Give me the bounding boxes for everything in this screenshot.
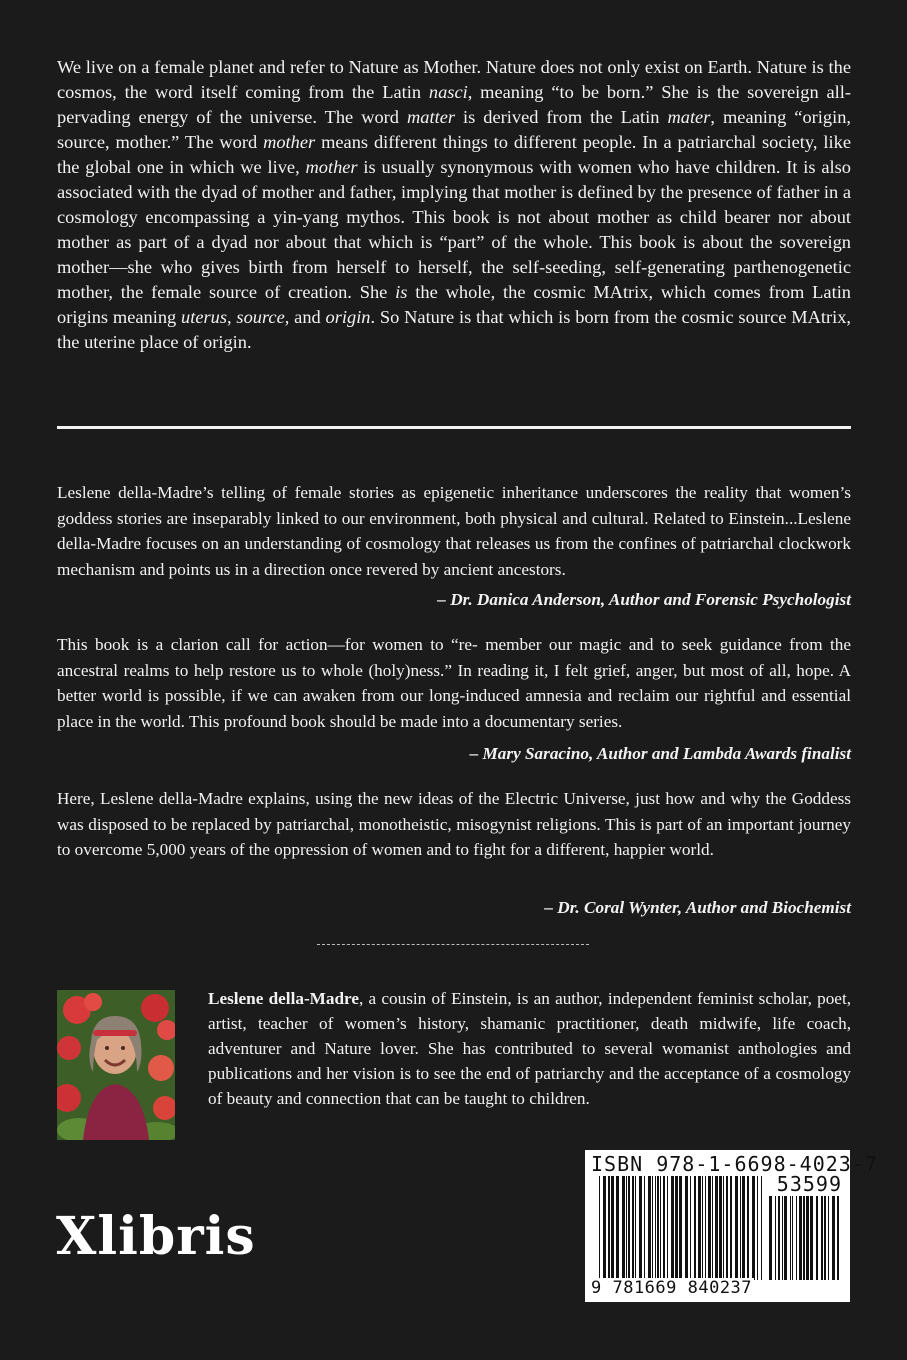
review-1-text: Leslene della-Madre’s telling of female stories as epigenetic inheritance underscores the reality that women’s goddess stories are inseparably linked to our environment, both physical and cultural. Related to Einstein...Leslene della-Madre focuses on an understanding of cosmology that releases us from the confines of patriarchal clockwork mechanism and points us in a direction once revered by ancient ancestors. xyxy=(57,483,851,579)
publisher-logo: Xlibris xyxy=(56,1206,256,1267)
author-name: Leslene della-Madre xyxy=(208,989,359,1008)
price-code: 53599 xyxy=(776,1172,842,1196)
cover-blurb: We live on a female planet and refer to Nature as Mother. Nature does not only exist on Earth. Nature is the cosmos, the word itself coming from the Latin nasci, meaning “to be born.” She is the sovereign all-pervading energy of the universe. The word matter is derived from the Latin mater, meaning “origin, source, mother.” The word mother means different things to different people. In a patriarchal society, like the global one in which we live, mother is usually synonymous with women who have children. It is also associated with the dyad of mother and father, implying that mother is defined by the presence of father in a cosmology encompassing a yin-yang mythos. This book is not about mother as child bearer nor about mother as part of a dyad nor about that which is “part” of the whole. This book is about the sovereign mother—she who gives birth from herself to herself, the self-seeding, self-generating parthenogenetic mother, the female source of creation. She is the whole, the cosmic MAtrix, which comes from Latin origins meaning uterus, source, and origin. So Nature is that which is born from the cosmic source MAtrix, the uterine place of origin. xyxy=(57,57,852,352)
barcode-digits: 9 781669 840237 xyxy=(591,1278,753,1298)
dashed-separator xyxy=(317,944,589,945)
review-3-attribution: – Dr. Coral Wynter, Author and Biochemist xyxy=(544,898,851,917)
review-1-attribution: – Dr. Danica Anderson, Author and Forensic Psychologist xyxy=(437,590,851,609)
author-photo xyxy=(57,990,175,1140)
author-bio: Leslene della-Madre, a cousin of Einstein, is an author, independent feminist scholar, poet, artist, teacher of women’s history, shamanic practitioner, death midwife, life coach, adventurer and Nature lover. She has contributed to several womanist anthologies and publications and her vision is to see the end of patriarchy and the acceptance of a cosmology of beauty and connection that can be taught to children. xyxy=(208,989,852,1108)
review-3-text: Here, Leslene della-Madre explains, using the new ideas of the Electric Universe, just how and why the Goddess was disposed to be replaced by patriarchal, monotheistic, misogynist religions. This is part of an important journey to overcome 5,000 years of the oppression of women and to fight for a different, happier world. xyxy=(57,789,851,860)
price-addon-barcode xyxy=(769,1196,841,1280)
ean13-barcode xyxy=(599,1176,765,1280)
section-divider xyxy=(57,426,851,429)
review-2-text: This book is a clarion call for action—for women to “re- member our magic and to seek guidance from the ancestral realms to help restore us to whole (holy)ness.” In reading it, I felt grief, anger, but most of all, hope. A better world is possible, if we can awaken from our long-induced amnesia and reclaim our rightful and essential place in the world. This profound book should be made into a documentary series. xyxy=(57,635,851,731)
review-2-attribution: – Mary Saracino, Author and Lambda Awards finalist xyxy=(469,744,851,763)
isbn-barcode xyxy=(585,1150,878,1302)
isbn-label: ISBN 978-1-6698-4023-7 xyxy=(591,1152,878,1176)
